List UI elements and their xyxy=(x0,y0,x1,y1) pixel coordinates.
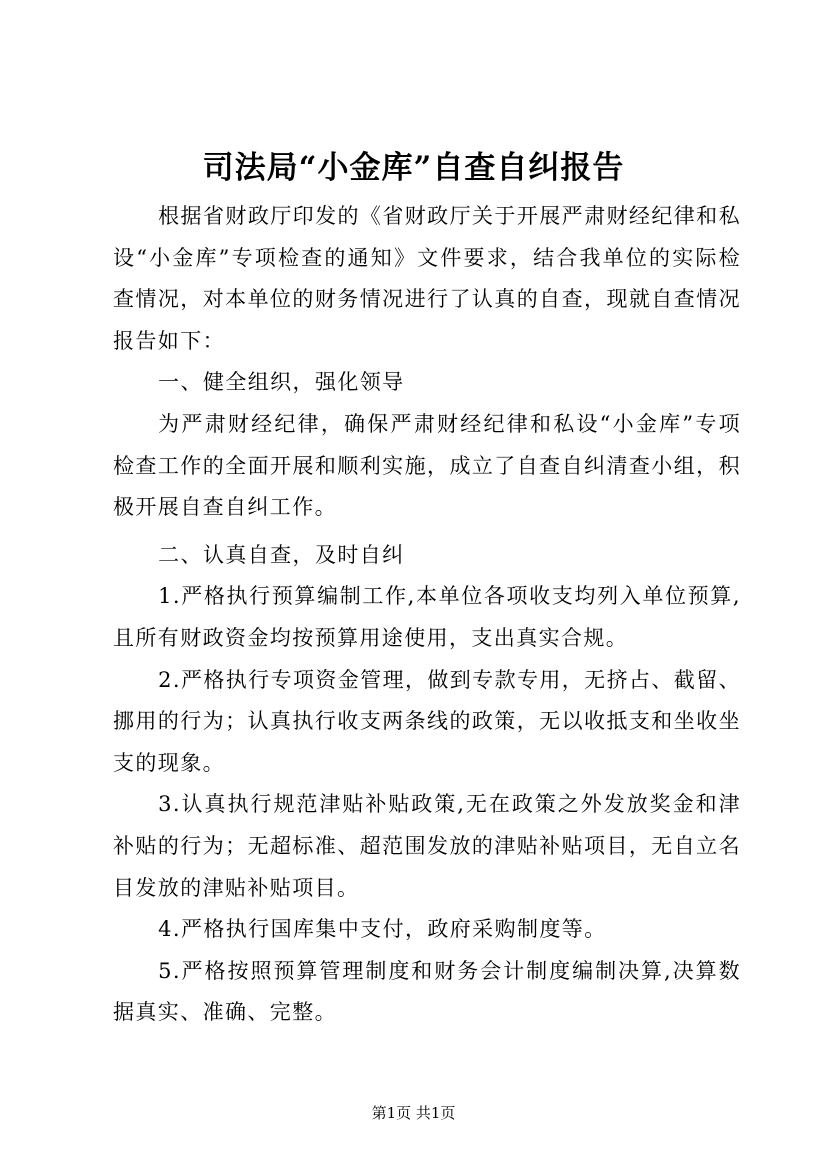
paragraph-intro: 根据省财政厅印发的《省财政厅关于开展严肃财经纪律和私设“小金库”专项检查的通知》文件要求，结合我单位的实际检查情况，对本单位的财务情况进行了认真的自查，现就自查情况报告如下： xyxy=(113,204,741,353)
section-heading-self-check: 二、认真自查，及时自纠 xyxy=(158,542,405,567)
list-item-special-funds: 2.严格执行专项资金管理，做到专款专用，无挤占、截留、挪用的行为；认真执行收支两条线的政策，无以收抵支和坐收坐支的现象。 xyxy=(113,667,741,775)
section-heading-organization: 一、健全组织，强化领导 xyxy=(158,370,405,395)
list-item-allowances: 3.认真执行规范津贴补贴政策,无在政策之外发放奖金和津补贴的行为；无超标准、超范围发放的津贴补贴项目，无自立名目发放的津贴补贴项目。 xyxy=(113,792,741,900)
list-item-final-accounts: 5.严格按照预算管理制度和财务会计制度编制决算,决算数据真实、准确、完整。 xyxy=(113,958,741,1025)
document-body xyxy=(113,196,741,1034)
list-item-budget: 1.严格执行预算编制工作,本单位各项收支均列入单位预算,且所有财政资金均按预算用途使用，支出真实合规。 xyxy=(113,584,741,650)
page-title: 司法局“小金库”自查自纠报告 xyxy=(202,150,625,186)
page-number-footer: 第1页 共1页 xyxy=(371,1104,456,1122)
paragraph-organization: 为严肃财经纪律，确保严肃财经纪律和私设“小金库”专项检查工作的全面开展和顺利实施，成立了自查自纠清查小组，积极开展自查自纠工作。 xyxy=(113,411,741,520)
list-item-treasury: 4.严格执行国库集中支付，政府采购制度等。 xyxy=(158,917,607,942)
